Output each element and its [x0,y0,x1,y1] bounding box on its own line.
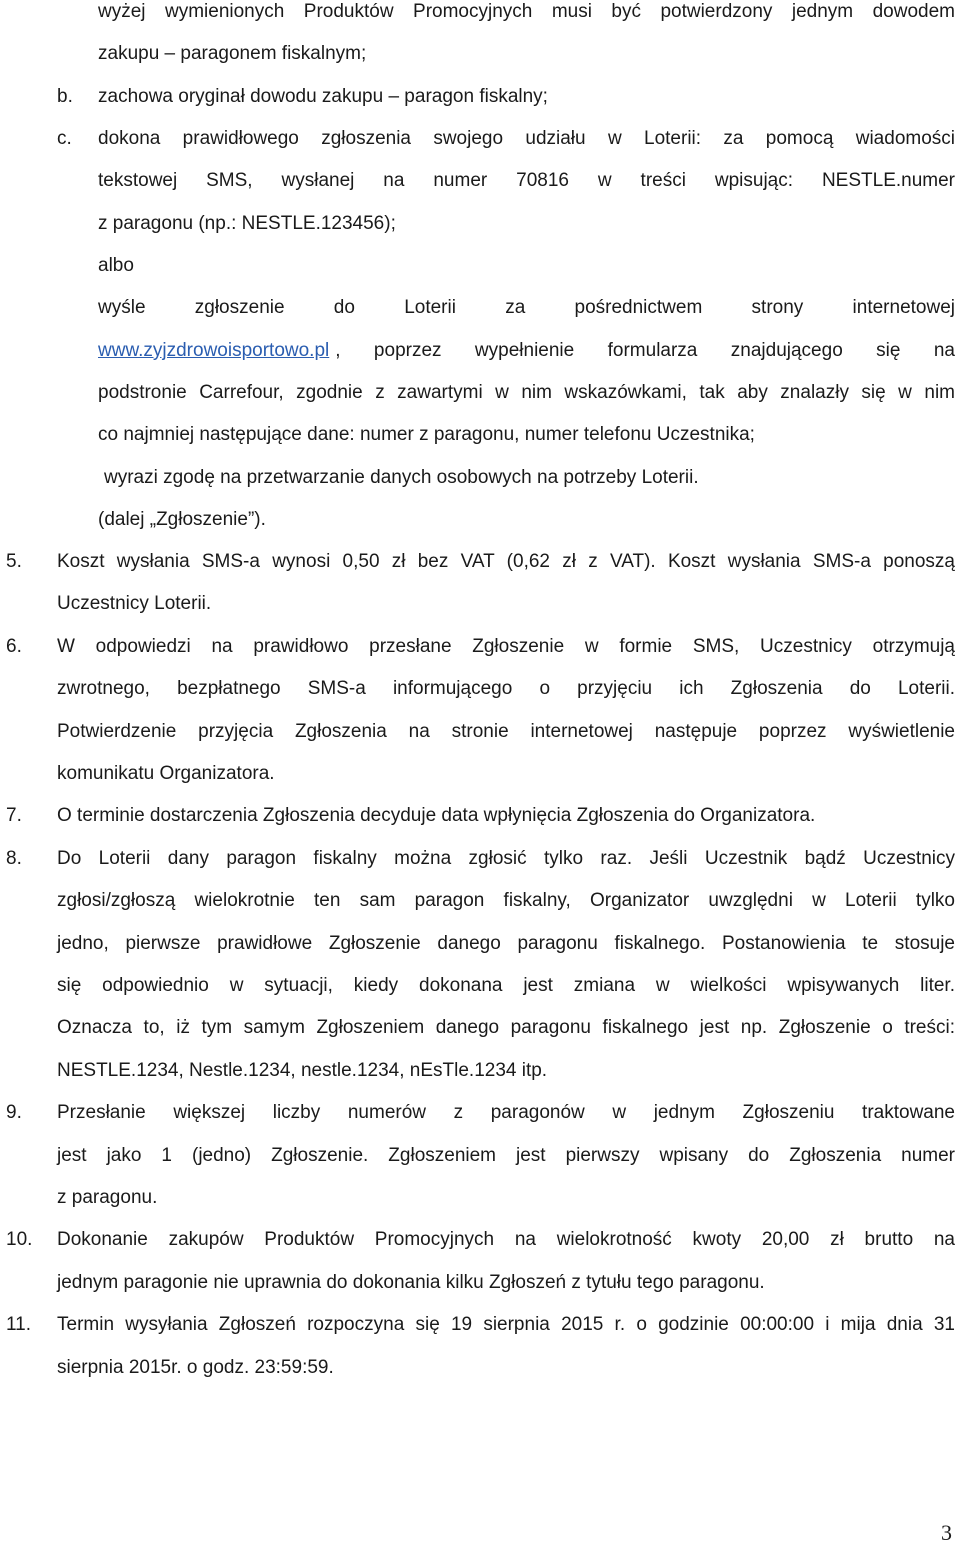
item-text-line: zgłosi/zgłoszą wielokrotnie ten sam paragon fiskalny, Organizator uwzględni w Loterii tylko [57,890,955,912]
text-line: z paragonu (np.: NESTLE.123456); [98,213,396,234]
item-text-line: z paragonu. [57,1187,158,1208]
text-line: tekstowej SMS, wysłanej na numer 70816 w treści wpisując: NESTLE.numer [98,170,955,191]
text-line: wyśle zgłoszenie do Loterii za pośrednictwem strony internetowej [98,297,955,318]
item-number: 10. [6,1229,33,1251]
item-number: 11. [6,1314,32,1336]
item-text-line: Oznacza to, iż tym samym Zgłoszeniem danego paragonu fiskalnego jest np. Zgłoszenie o treści: [57,1017,955,1039]
text-line: albo [98,255,134,276]
item-text-line: zwrotnego, bezpłatnego SMS-a informującego o przyjęciu ich Zgłoszenia do Loterii. [57,678,955,700]
list-marker: b. [57,86,73,107]
item-number: 8. [6,847,22,869]
item-text-line: Uczestnicy Loterii. [57,593,212,615]
item-text-line: jedno, pierwsze prawidłowe Zgłoszenie danego paragonu fiskalnego. Postanowienia te stosuje [57,932,955,954]
item-text-line: O terminie dostarczenia Zgłoszenia decyduje data wpłynięcia Zgłoszenia do Organizatora. [57,805,816,827]
item-number: 9. [6,1102,22,1124]
text-line: (dalej „Zgłoszenie”). [98,509,266,530]
item-text-line: się odpowiednio w sytuacji, kiedy dokonana jest zmiana w wielkości wpisywanych liter. [57,975,955,996]
text-line: zakupu – paragonem fiskalnym; [98,43,367,64]
item-text-line: Przesłanie większej liczby numerów z paragonów w jednym Zgłoszeniu traktowane [57,1102,955,1124]
item-text-line: komunikatu Organizatora. [57,763,275,784]
item-text-line: W odpowiedzi na prawidłowo przesłane Zgłoszenie w formie SMS, Uczestnicy otrzymują [57,635,955,657]
item-number: 6. [6,635,22,657]
item-text-line: jednym paragonie nie uprawnia do dokonania kilku Zgłoszeń z tytułu tego paragonu. [57,1271,765,1293]
item-text-line: NESTLE.1234, Nestle.1234, nestle.1234, nEsTle.1234 itp. [57,1059,548,1081]
text-line: wyżej wymienionych Produktów Promocyjnych musi być potwierdzony jednym dowodem [98,1,955,22]
text-line: podstronie Carrefour, zgodnie z zawartymi w nim wskazówkami, tak aby znalazły się w nim [98,382,955,403]
item-text-line: Potwierdzenie przyjęcia Zgłoszenia na stronie internetowej następuje poprzez wyświetlenie [57,720,955,742]
item-text-line: jest jako 1 (jedno) Zgłoszenie. Zgłoszeniem jest pierwszy wpisany do Zgłoszenia numer [57,1144,955,1166]
text-line: co najmniej następujące dane: numer z paragonu, numer telefonu Uczestnika; [98,424,755,445]
item-text-line: Koszt wysłania SMS-a wynosi 0,50 zł bez VAT (0,62 zł z VAT). Koszt wysłania SMS-a ponoszą [57,551,955,572]
page-number: 3 [941,1520,952,1545]
text-line: dokona prawidłowego zgłoszenia swojego udziału w Loterii: za pomocą wiadomości [98,128,955,149]
item-number: 7. [6,805,22,827]
website-link[interactable]: www.zyjzdrowoisportowo.pl [98,340,330,361]
item-text-line: Dokonanie zakupów Produktów Promocyjnych na wielokrotność kwoty 20,00 zł brutto na [57,1229,955,1251]
text-span: , poprzez wypełnienie formularza znajdującego się na [335,340,955,361]
item-text-line: Termin wysyłania Zgłoszeń rozpoczyna się 19 sierpnia 2015 r. o godzinie 00:00:00 i mija dnia 31 [57,1314,955,1336]
text-line: wyrazi zgodę na przetwarzanie danych osobowych na potrzeby Loterii. [104,467,699,488]
text-line: zachowa oryginał dowodu zakupu – paragon fiskalny; [98,86,548,107]
item-number: 5. [6,551,22,572]
text-line [98,339,955,363]
list-marker: c. [57,128,72,149]
item-text-line: sierpnia 2015r. o godz. 23:59:59. [57,1356,334,1378]
item-text-line: Do Loterii dany paragon fiskalny można zgłosić tylko raz. Jeśli Uczestnik bądź Uczestnicy [57,847,955,869]
